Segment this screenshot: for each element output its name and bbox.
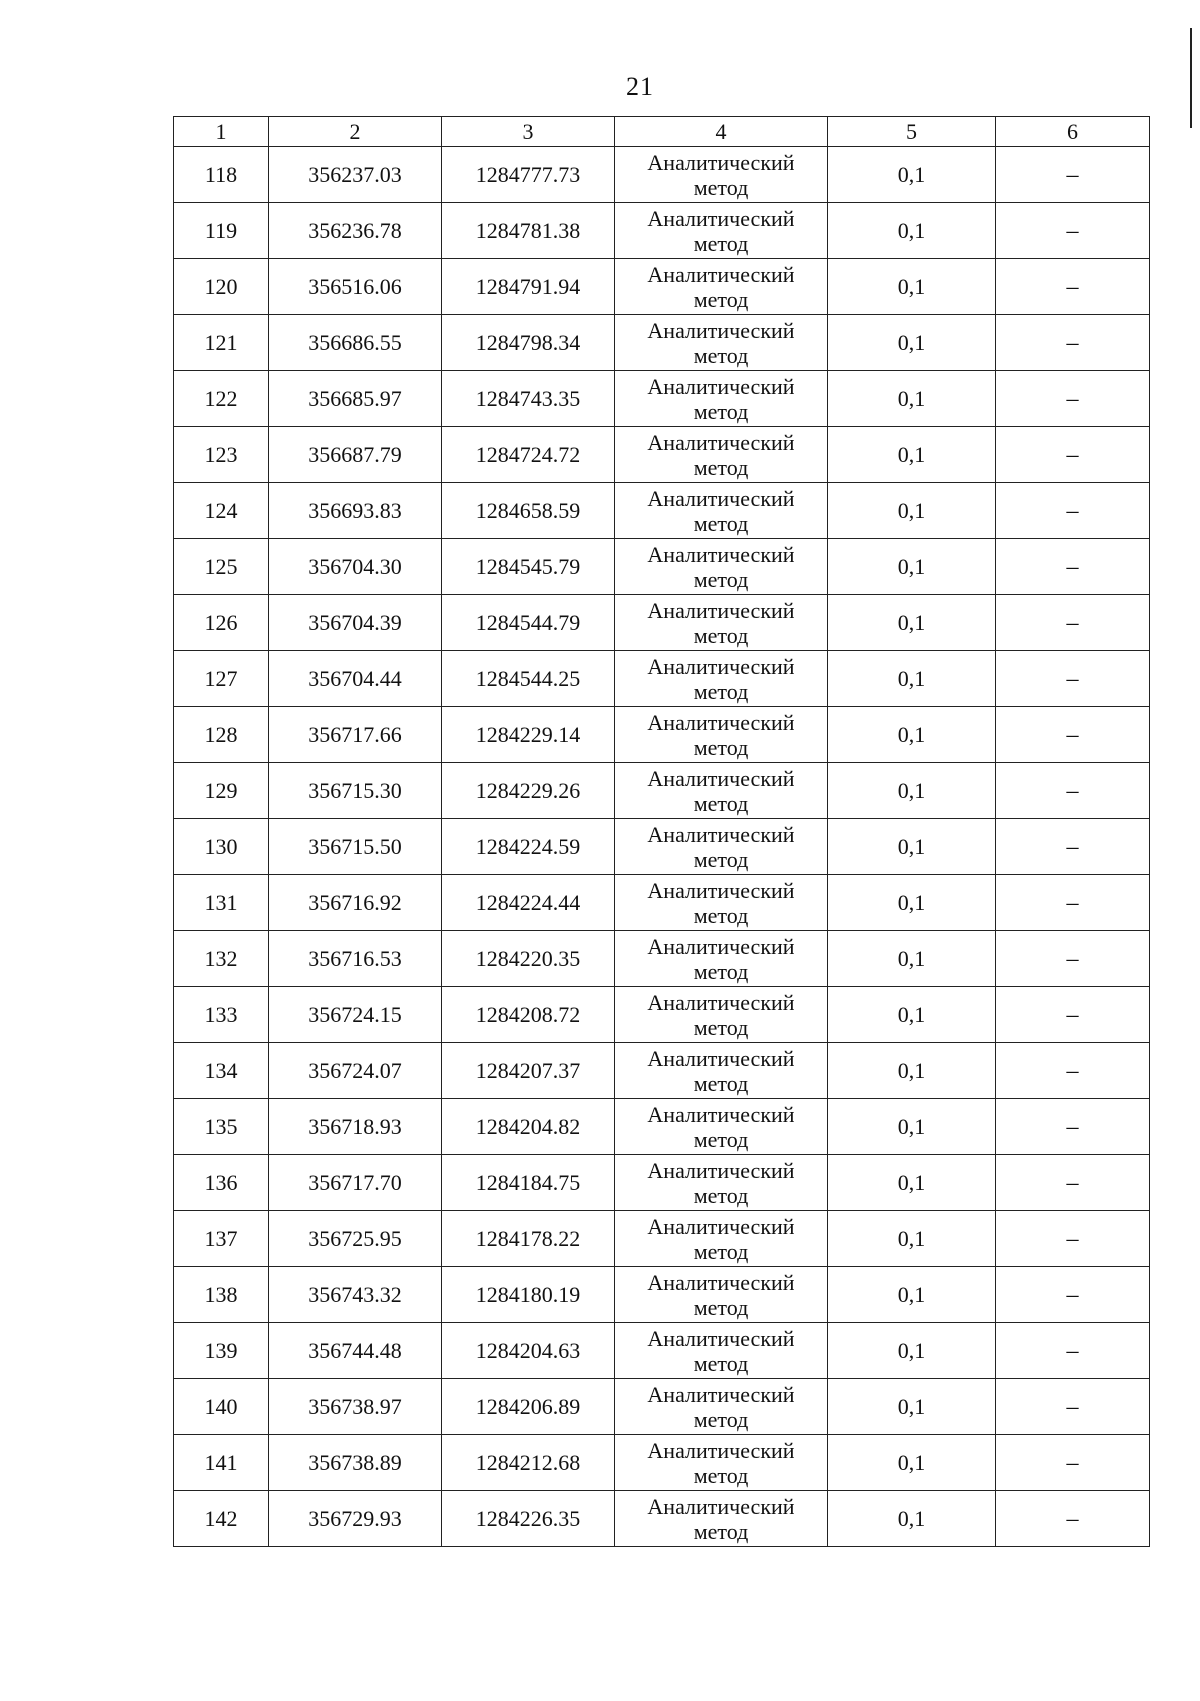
accuracy-cell: 0,1 bbox=[828, 763, 996, 819]
accuracy-cell: 0,1 bbox=[828, 371, 996, 427]
point-number-cell: 130 bbox=[174, 819, 269, 875]
x-coordinate-cell: 356686.55 bbox=[269, 315, 442, 371]
x-coordinate-cell: 356237.03 bbox=[269, 147, 442, 203]
method-cell bbox=[615, 1323, 828, 1379]
method-line-2: метод bbox=[693, 1126, 749, 1152]
header-row bbox=[174, 117, 1150, 147]
point-number-cell: 136 bbox=[174, 1155, 269, 1211]
method-cell bbox=[615, 483, 828, 539]
table-row bbox=[174, 539, 1150, 595]
method-line-2: метод bbox=[693, 846, 749, 872]
method-cell bbox=[615, 651, 828, 707]
table-row bbox=[174, 259, 1150, 315]
x-coordinate-cell: 356685.97 bbox=[269, 371, 442, 427]
table-row bbox=[174, 1267, 1150, 1323]
table-row bbox=[174, 1323, 1150, 1379]
method-line-1: Аналитический bbox=[647, 485, 795, 511]
method-line-1: Аналитический bbox=[647, 317, 795, 343]
method-line-2: метод bbox=[693, 342, 749, 368]
x-coordinate-cell: 356744.48 bbox=[269, 1323, 442, 1379]
y-coordinate-cell: 1284224.44 bbox=[442, 875, 615, 931]
method-line-2: метод bbox=[693, 1406, 749, 1432]
point-number-cell: 119 bbox=[174, 203, 269, 259]
method-cell bbox=[615, 1491, 828, 1547]
method-cell bbox=[615, 1043, 828, 1099]
method-cell bbox=[615, 539, 828, 595]
method-line-1: Аналитический bbox=[647, 541, 795, 567]
point-number-cell: 139 bbox=[174, 1323, 269, 1379]
table-row bbox=[174, 315, 1150, 371]
method-line-2: метод bbox=[693, 1182, 749, 1208]
note-cell: – bbox=[996, 203, 1150, 259]
x-coordinate-cell: 356704.30 bbox=[269, 539, 442, 595]
x-coordinate-cell: 356715.30 bbox=[269, 763, 442, 819]
point-number-cell: 140 bbox=[174, 1379, 269, 1435]
x-coordinate-cell: 356743.32 bbox=[269, 1267, 442, 1323]
method-line-1: Аналитический bbox=[647, 261, 795, 287]
y-coordinate-cell: 1284204.82 bbox=[442, 1099, 615, 1155]
y-coordinate-cell: 1284544.79 bbox=[442, 595, 615, 651]
method-line-1: Аналитический bbox=[647, 1157, 795, 1183]
note-cell: – bbox=[996, 1155, 1150, 1211]
method-cell bbox=[615, 931, 828, 987]
y-coordinate-cell: 1284791.94 bbox=[442, 259, 615, 315]
note-cell: – bbox=[996, 763, 1150, 819]
point-number-cell: 142 bbox=[174, 1491, 269, 1547]
method-cell bbox=[615, 259, 828, 315]
point-number-cell: 134 bbox=[174, 1043, 269, 1099]
method-line-1: Аналитический bbox=[647, 989, 795, 1015]
point-number-cell: 123 bbox=[174, 427, 269, 483]
method-line-1: Аналитический bbox=[647, 933, 795, 959]
note-cell: – bbox=[996, 651, 1150, 707]
x-coordinate-cell: 356718.93 bbox=[269, 1099, 442, 1155]
note-cell: – bbox=[996, 1491, 1150, 1547]
method-cell bbox=[615, 1099, 828, 1155]
point-number-cell: 138 bbox=[174, 1267, 269, 1323]
accuracy-cell: 0,1 bbox=[828, 875, 996, 931]
x-coordinate-cell: 356236.78 bbox=[269, 203, 442, 259]
header-col-1: 1 bbox=[174, 117, 269, 147]
method-line-1: Аналитический bbox=[647, 1101, 795, 1127]
method-line-2: метод bbox=[693, 454, 749, 480]
method-cell bbox=[615, 707, 828, 763]
x-coordinate-cell: 356715.50 bbox=[269, 819, 442, 875]
point-number-cell: 128 bbox=[174, 707, 269, 763]
accuracy-cell: 0,1 bbox=[828, 1267, 996, 1323]
method-line-2: метод bbox=[693, 1014, 749, 1040]
method-line-2: метод bbox=[693, 1070, 749, 1096]
y-coordinate-cell: 1284798.34 bbox=[442, 315, 615, 371]
x-coordinate-cell: 356729.93 bbox=[269, 1491, 442, 1547]
y-coordinate-cell: 1284658.59 bbox=[442, 483, 615, 539]
method-line-2: метод bbox=[693, 230, 749, 256]
method-cell bbox=[615, 1267, 828, 1323]
y-coordinate-cell: 1284206.89 bbox=[442, 1379, 615, 1435]
point-number-cell: 126 bbox=[174, 595, 269, 651]
method-line-1: Аналитический bbox=[647, 1437, 795, 1463]
accuracy-cell: 0,1 bbox=[828, 259, 996, 315]
table-row bbox=[174, 1211, 1150, 1267]
x-coordinate-cell: 356716.92 bbox=[269, 875, 442, 931]
accuracy-cell: 0,1 bbox=[828, 707, 996, 763]
method-line-1: Аналитический bbox=[647, 149, 795, 175]
method-line-2: метод bbox=[693, 958, 749, 984]
y-coordinate-cell: 1284212.68 bbox=[442, 1435, 615, 1491]
note-cell: – bbox=[996, 1267, 1150, 1323]
x-coordinate-cell: 356738.89 bbox=[269, 1435, 442, 1491]
point-number-cell: 135 bbox=[174, 1099, 269, 1155]
method-line-1: Аналитический bbox=[647, 205, 795, 231]
x-coordinate-cell: 356724.07 bbox=[269, 1043, 442, 1099]
y-coordinate-cell: 1284204.63 bbox=[442, 1323, 615, 1379]
note-cell: – bbox=[996, 1099, 1150, 1155]
method-line-1: Аналитический bbox=[647, 1269, 795, 1295]
point-number-cell: 129 bbox=[174, 763, 269, 819]
point-number-cell: 137 bbox=[174, 1211, 269, 1267]
method-cell bbox=[615, 371, 828, 427]
method-line-2: метод bbox=[693, 790, 749, 816]
accuracy-cell: 0,1 bbox=[828, 315, 996, 371]
method-line-1: Аналитический bbox=[647, 709, 795, 735]
method-cell bbox=[615, 1211, 828, 1267]
table-row bbox=[174, 483, 1150, 539]
table-body bbox=[174, 147, 1150, 1547]
method-line-2: метод bbox=[693, 1350, 749, 1376]
table-row bbox=[174, 1435, 1150, 1491]
note-cell: – bbox=[996, 987, 1150, 1043]
y-coordinate-cell: 1284229.26 bbox=[442, 763, 615, 819]
note-cell: – bbox=[996, 147, 1150, 203]
method-line-1: Аналитический bbox=[647, 877, 795, 903]
header-col-3: 3 bbox=[442, 117, 615, 147]
method-line-1: Аналитический bbox=[647, 429, 795, 455]
method-line-2: метод bbox=[693, 622, 749, 648]
point-number-cell: 132 bbox=[174, 931, 269, 987]
accuracy-cell: 0,1 bbox=[828, 819, 996, 875]
method-line-1: Аналитический bbox=[647, 373, 795, 399]
table-row bbox=[174, 875, 1150, 931]
method-cell bbox=[615, 1435, 828, 1491]
method-cell bbox=[615, 819, 828, 875]
accuracy-cell: 0,1 bbox=[828, 427, 996, 483]
point-number-cell: 124 bbox=[174, 483, 269, 539]
table-row bbox=[174, 931, 1150, 987]
note-cell: – bbox=[996, 539, 1150, 595]
y-coordinate-cell: 1284220.35 bbox=[442, 931, 615, 987]
note-cell: – bbox=[996, 707, 1150, 763]
y-coordinate-cell: 1284208.72 bbox=[442, 987, 615, 1043]
x-coordinate-cell: 356724.15 bbox=[269, 987, 442, 1043]
y-coordinate-cell: 1284743.35 bbox=[442, 371, 615, 427]
accuracy-cell: 0,1 bbox=[828, 1379, 996, 1435]
table-row bbox=[174, 1379, 1150, 1435]
method-cell bbox=[615, 595, 828, 651]
y-coordinate-cell: 1284229.14 bbox=[442, 707, 615, 763]
method-line-2: метод bbox=[693, 286, 749, 312]
method-cell bbox=[615, 763, 828, 819]
x-coordinate-cell: 356704.39 bbox=[269, 595, 442, 651]
table-row bbox=[174, 371, 1150, 427]
method-line-2: метод bbox=[693, 398, 749, 424]
y-coordinate-cell: 1284777.73 bbox=[442, 147, 615, 203]
method-line-1: Аналитический bbox=[647, 1213, 795, 1239]
method-line-2: метод bbox=[693, 1238, 749, 1264]
point-number-cell: 118 bbox=[174, 147, 269, 203]
method-line-2: метод bbox=[693, 566, 749, 592]
header-col-6: 6 bbox=[996, 117, 1150, 147]
accuracy-cell: 0,1 bbox=[828, 203, 996, 259]
method-cell bbox=[615, 1379, 828, 1435]
point-number-cell: 121 bbox=[174, 315, 269, 371]
note-cell: – bbox=[996, 931, 1150, 987]
y-coordinate-cell: 1284226.35 bbox=[442, 1491, 615, 1547]
y-coordinate-cell: 1284180.19 bbox=[442, 1267, 615, 1323]
method-line-2: метод bbox=[693, 734, 749, 760]
accuracy-cell: 0,1 bbox=[828, 1155, 996, 1211]
point-number-cell: 131 bbox=[174, 875, 269, 931]
table-row bbox=[174, 1491, 1150, 1547]
method-line-1: Аналитический bbox=[647, 765, 795, 791]
accuracy-cell: 0,1 bbox=[828, 1491, 996, 1547]
table-row bbox=[174, 427, 1150, 483]
method-cell bbox=[615, 427, 828, 483]
method-line-1: Аналитический bbox=[647, 821, 795, 847]
accuracy-cell: 0,1 bbox=[828, 483, 996, 539]
point-number-cell: 122 bbox=[174, 371, 269, 427]
method-cell bbox=[615, 987, 828, 1043]
table-row bbox=[174, 1043, 1150, 1099]
method-line-2: метод bbox=[693, 1518, 749, 1544]
y-coordinate-cell: 1284178.22 bbox=[442, 1211, 615, 1267]
coordinates-table bbox=[173, 116, 1150, 1547]
header-col-4: 4 bbox=[615, 117, 828, 147]
y-coordinate-cell: 1284207.37 bbox=[442, 1043, 615, 1099]
x-coordinate-cell: 356738.97 bbox=[269, 1379, 442, 1435]
method-line-2: метод bbox=[693, 678, 749, 704]
header-col-2: 2 bbox=[269, 117, 442, 147]
method-cell bbox=[615, 875, 828, 931]
x-coordinate-cell: 356717.70 bbox=[269, 1155, 442, 1211]
note-cell: – bbox=[996, 1043, 1150, 1099]
note-cell: – bbox=[996, 819, 1150, 875]
method-line-1: Аналитический bbox=[647, 1493, 795, 1519]
y-coordinate-cell: 1284781.38 bbox=[442, 203, 615, 259]
method-line-1: Аналитический bbox=[647, 1045, 795, 1071]
x-coordinate-cell: 356704.44 bbox=[269, 651, 442, 707]
point-number-cell: 125 bbox=[174, 539, 269, 595]
method-line-1: Аналитический bbox=[647, 597, 795, 623]
y-coordinate-cell: 1284545.79 bbox=[442, 539, 615, 595]
method-cell bbox=[615, 147, 828, 203]
note-cell: – bbox=[996, 1211, 1150, 1267]
table-row bbox=[174, 595, 1150, 651]
method-line-2: метод bbox=[693, 510, 749, 536]
note-cell: – bbox=[996, 371, 1150, 427]
method-line-2: метод bbox=[693, 1462, 749, 1488]
method-cell bbox=[615, 1155, 828, 1211]
accuracy-cell: 0,1 bbox=[828, 147, 996, 203]
method-line-1: Аналитический bbox=[647, 1325, 795, 1351]
accuracy-cell: 0,1 bbox=[828, 539, 996, 595]
y-coordinate-cell: 1284544.25 bbox=[442, 651, 615, 707]
x-coordinate-cell: 356687.79 bbox=[269, 427, 442, 483]
x-coordinate-cell: 356516.06 bbox=[269, 259, 442, 315]
table-row bbox=[174, 707, 1150, 763]
note-cell: – bbox=[996, 1323, 1150, 1379]
point-number-cell: 133 bbox=[174, 987, 269, 1043]
table-row bbox=[174, 147, 1150, 203]
accuracy-cell: 0,1 bbox=[828, 1099, 996, 1155]
table-row bbox=[174, 987, 1150, 1043]
accuracy-cell: 0,1 bbox=[828, 931, 996, 987]
y-coordinate-cell: 1284184.75 bbox=[442, 1155, 615, 1211]
point-number-cell: 120 bbox=[174, 259, 269, 315]
table-row bbox=[174, 203, 1150, 259]
page-number: 21 bbox=[626, 72, 654, 101]
note-cell: – bbox=[996, 595, 1150, 651]
method-cell bbox=[615, 315, 828, 371]
accuracy-cell: 0,1 bbox=[828, 651, 996, 707]
table-row bbox=[174, 819, 1150, 875]
x-coordinate-cell: 356725.95 bbox=[269, 1211, 442, 1267]
accuracy-cell: 0,1 bbox=[828, 1043, 996, 1099]
accuracy-cell: 0,1 bbox=[828, 1435, 996, 1491]
accuracy-cell: 0,1 bbox=[828, 1211, 996, 1267]
note-cell: – bbox=[996, 427, 1150, 483]
note-cell: – bbox=[996, 259, 1150, 315]
table-row bbox=[174, 1155, 1150, 1211]
method-line-2: метод bbox=[693, 174, 749, 200]
note-cell: – bbox=[996, 1379, 1150, 1435]
table-row bbox=[174, 1099, 1150, 1155]
accuracy-cell: 0,1 bbox=[828, 595, 996, 651]
method-line-2: метод bbox=[693, 1294, 749, 1320]
method-line-2: метод bbox=[693, 902, 749, 928]
method-line-1: Аналитический bbox=[647, 1381, 795, 1407]
note-cell: – bbox=[996, 875, 1150, 931]
y-coordinate-cell: 1284724.72 bbox=[442, 427, 615, 483]
x-coordinate-cell: 356716.53 bbox=[269, 931, 442, 987]
accuracy-cell: 0,1 bbox=[828, 987, 996, 1043]
method-cell bbox=[615, 203, 828, 259]
table-row bbox=[174, 763, 1150, 819]
point-number-cell: 127 bbox=[174, 651, 269, 707]
y-coordinate-cell: 1284224.59 bbox=[442, 819, 615, 875]
accuracy-cell: 0,1 bbox=[828, 1323, 996, 1379]
x-coordinate-cell: 356717.66 bbox=[269, 707, 442, 763]
note-cell: – bbox=[996, 1435, 1150, 1491]
note-cell: – bbox=[996, 315, 1150, 371]
table-header bbox=[174, 117, 1150, 147]
note-cell: – bbox=[996, 483, 1150, 539]
method-line-1: Аналитический bbox=[647, 653, 795, 679]
table-row bbox=[174, 651, 1150, 707]
header-col-5: 5 bbox=[828, 117, 996, 147]
point-number-cell: 141 bbox=[174, 1435, 269, 1491]
x-coordinate-cell: 356693.83 bbox=[269, 483, 442, 539]
